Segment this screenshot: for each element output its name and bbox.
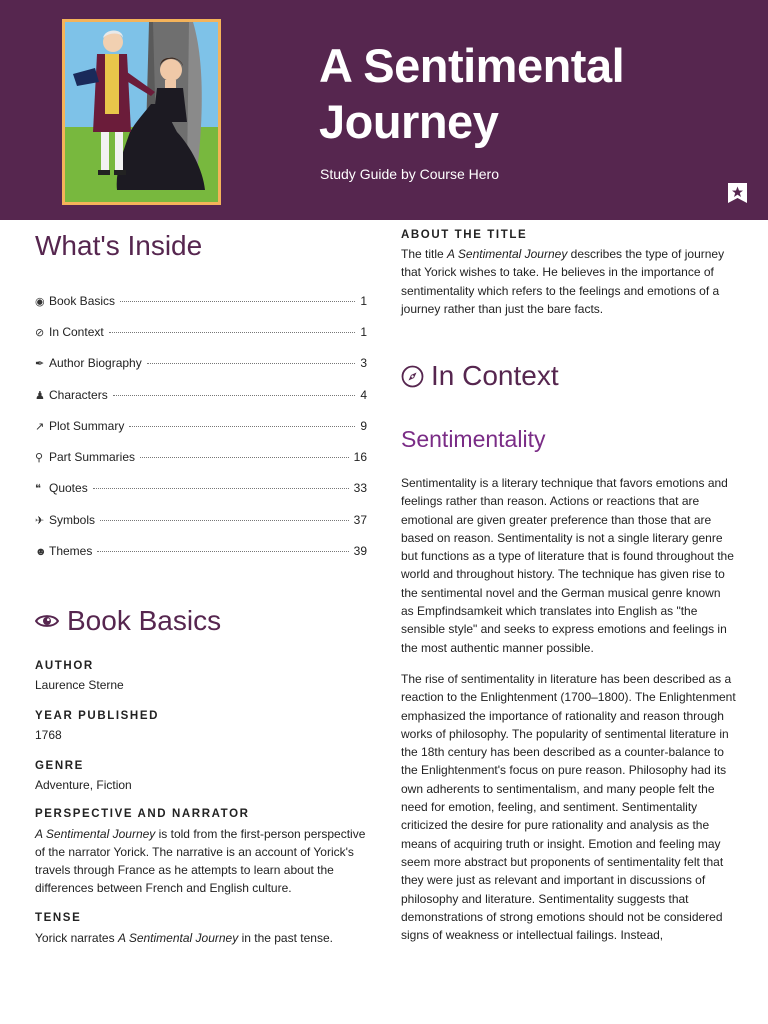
perspective-book-title: A Sentimental Journey	[35, 827, 156, 841]
sentimentality-paragraph-1: Sentimentality is a literary technique that favors emotions and feelings rather than reason. Actions or reactions that are emotional are given greater preference than those that are based on reason. Sentimentality is not a single literary genre but functions as a type of literature that is found throughout the world and throughout history. The technique has given rise to the sentimental novel and the German musical genre known as Empfindsamkeit which translates into English as "the sensible style" and seeks to express emotions and feelings in the most authentic manner possible.	[401, 476, 734, 655]
study-guide-subtitle: Study Guide by Course Hero	[320, 166, 499, 182]
compass-icon	[401, 365, 424, 388]
toc-leader-dots	[113, 395, 356, 396]
genre-label: GENRE	[35, 760, 84, 772]
tense-value	[35, 929, 367, 947]
toc-item-label: Characters	[49, 388, 108, 402]
toc-item-characters[interactable]	[35, 388, 367, 406]
people-icon: ♟	[35, 390, 45, 402]
toc-item-symbols[interactable]	[35, 513, 367, 531]
year-label: YEAR PUBLISHED	[35, 710, 159, 722]
toc-item-quotes[interactable]	[35, 481, 367, 499]
pen-icon: ✒	[35, 358, 45, 370]
bird-icon: ✈	[35, 515, 45, 527]
chart-icon: ↗	[35, 421, 45, 433]
about-title-text	[401, 245, 736, 318]
toc-item-page: 1	[360, 325, 367, 339]
toc-item-label: Plot Summary	[49, 419, 125, 433]
eye-icon	[35, 613, 59, 629]
about-book-title: A Sentimental Journey	[447, 247, 568, 261]
masks-icon: ☻	[35, 546, 47, 558]
toc-leader-dots	[93, 488, 349, 489]
sentimentality-paragraph-2: The rise of sentimentality in literature has been described as a reaction to the Enlightenment (1700–1800). The Enlightenment emphasized the importance of rationality and reason through works of philosophy. The popularity of sentimental literature in the 18th century has been described as a counter-balance to the Enlightenment's focus on pure reason. Philosophy had its own adherents to sentimentalism, and many people felt the need for emotion, feeling, and sentiment. Sentimentality criticized the desire for pure rationality and analysis as the means of acquiring truth or insight. Emotion and feeling may seem more abstract but proponents of sentimentality felt that they were just as relevant and important in discussions of philosophy and literature. Sentimentality suggests that demonstrations of strong emotions should not be considered signs of weakness or intellectual failings. Instead,	[401, 672, 736, 943]
author-value: Laurence Sterne	[35, 678, 124, 692]
toc-item-label: In Context	[49, 325, 104, 339]
toc-item-page: 37	[353, 513, 367, 527]
toc-item-plot-summary[interactable]	[35, 419, 367, 437]
toc-item-label: Quotes	[49, 481, 88, 495]
toc-item-book-basics[interactable]	[35, 294, 367, 312]
book-basics-heading-text: Book Basics	[67, 605, 222, 636]
sentimentality-heading: Sentimentality	[401, 426, 546, 452]
toc-item-author-biography[interactable]	[35, 356, 367, 374]
tense-post: in the past tense.	[238, 931, 333, 945]
toc-leader-dots	[120, 301, 355, 302]
toc-item-label: Themes	[49, 544, 93, 558]
book-basics-heading	[35, 605, 221, 637]
toc-item-label: Symbols	[49, 513, 96, 527]
toc-leader-dots	[97, 551, 348, 552]
author-label: AUTHOR	[35, 660, 94, 672]
magnifier-icon: ⚲	[35, 452, 44, 464]
tense-pre: Yorick narrates	[35, 931, 118, 945]
toc-heading: What's Inside	[35, 230, 203, 261]
toc-item-page: 4	[360, 388, 367, 402]
quote-icon: ❝	[35, 483, 41, 495]
about-title-post: describes the type of journey that Yorick wishes to take. He believes in the importance of sentimentality which refers to the feelings and emotions of a journey rather than just the bare facts.	[401, 247, 725, 316]
about-title-pre: The title	[401, 247, 448, 261]
toc-item-themes[interactable]	[35, 544, 367, 562]
toc-item-page: 16	[353, 450, 367, 464]
toc-item-page: 33	[353, 481, 367, 495]
toc-leader-dots	[140, 457, 349, 458]
toc-leader-dots	[147, 363, 356, 364]
year-value: 1768	[35, 728, 62, 742]
toc-item-page: 3	[360, 356, 367, 370]
genre-value: Adventure, Fiction	[35, 778, 132, 792]
toc-leader-dots	[129, 426, 355, 427]
toc-item-page: 9	[360, 419, 367, 433]
perspective-text: is told from the first-person perspective of the narrator Yorick. The narrative is an account of Yorick's travels through France as he attempts to learn about the differences between French and English culture.	[35, 827, 366, 895]
about-title-label: ABOUT THE TITLE	[401, 229, 528, 241]
compass-icon: ⊘	[35, 327, 45, 339]
toc-item-label: Part Summaries	[49, 450, 136, 464]
toc-item-part-summaries[interactable]	[35, 450, 367, 468]
perspective-label: PERSPECTIVE AND NARRATOR	[35, 808, 250, 820]
cover-image	[62, 19, 221, 205]
header-banner	[0, 0, 768, 220]
toc-item-label: Author Biography	[49, 356, 142, 370]
book-title: A Sentimental Journey	[319, 39, 625, 148]
tense-label: TENSE	[35, 912, 82, 924]
toc-leader-dots	[109, 332, 356, 333]
eye-icon: ◉	[35, 296, 45, 308]
toc-leader-dots	[100, 520, 349, 521]
bookmark-star-icon[interactable]	[728, 183, 747, 203]
in-context-heading-text: In Context	[431, 360, 559, 391]
tense-book-title: A Sentimental Journey	[117, 931, 239, 945]
toc-item-label: Book Basics	[49, 294, 116, 308]
toc-item-page: 1	[360, 294, 367, 308]
in-context-heading	[401, 360, 559, 392]
perspective-value	[35, 825, 367, 897]
toc-item-in-context[interactable]	[35, 325, 367, 343]
toc-item-page: 39	[353, 544, 367, 558]
cover-illustration	[65, 22, 218, 202]
